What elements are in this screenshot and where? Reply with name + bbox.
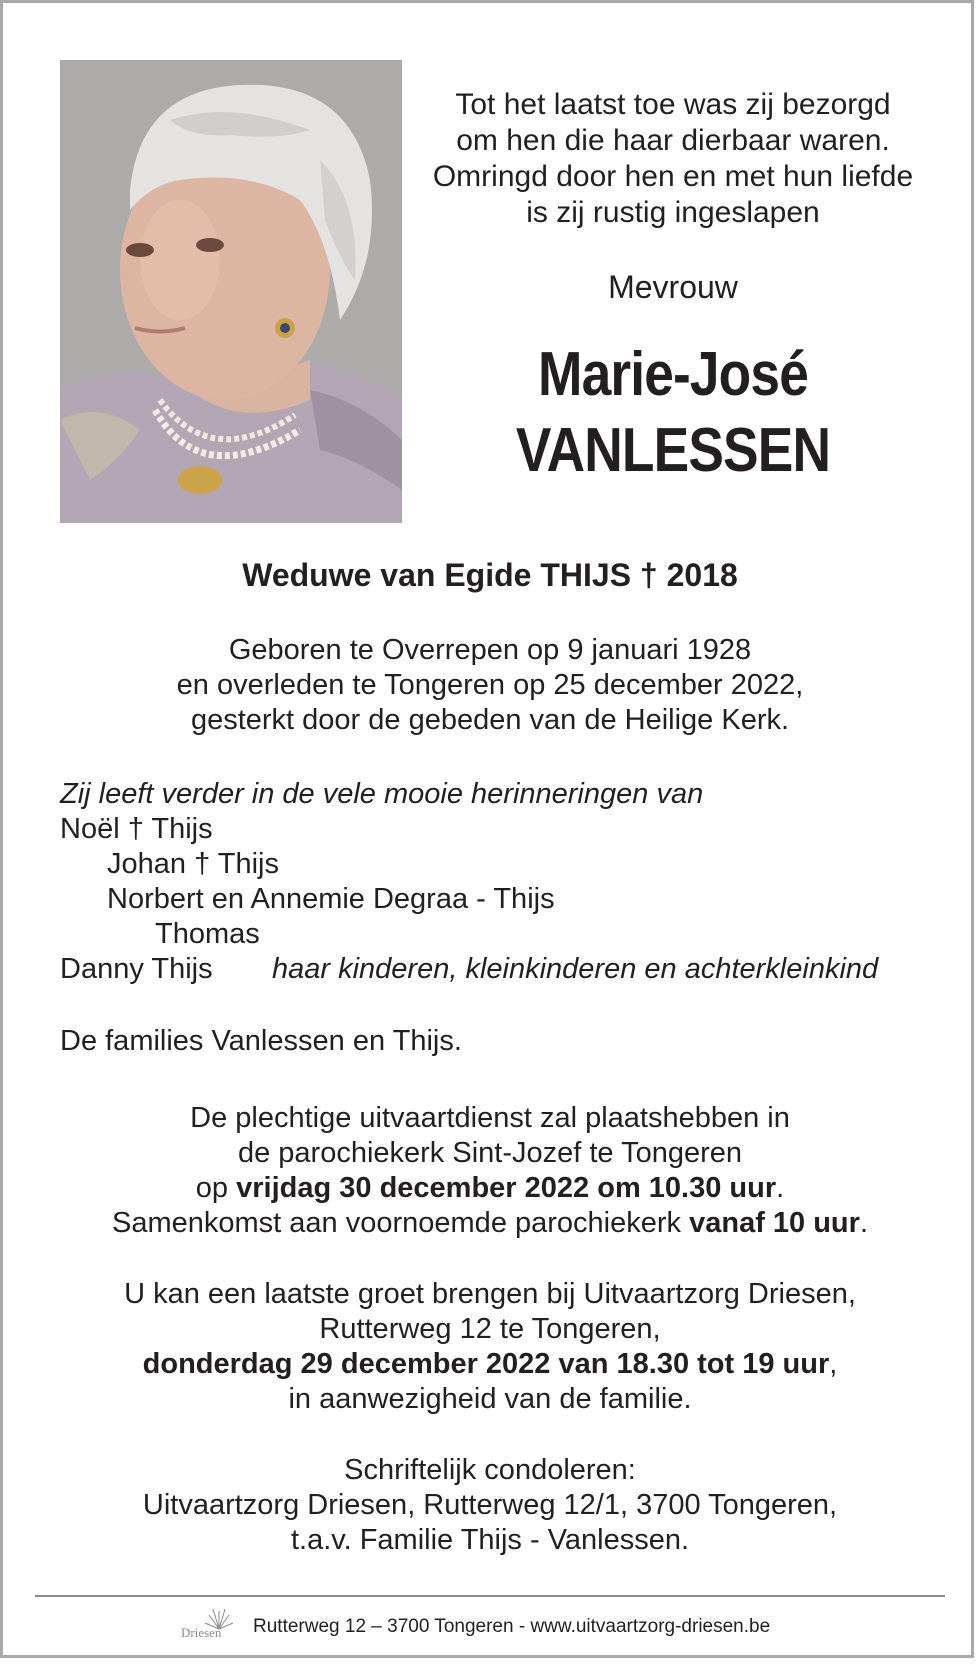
condolence-info bbox=[3, 1453, 977, 1558]
family-member: Johan † Thijs bbox=[107, 848, 279, 880]
visit-datetime-suffix: , bbox=[829, 1348, 838, 1380]
intro-line: is zij rustig ingeslapen bbox=[526, 196, 820, 229]
widow-line: Weduwe van Egide THIJS † 2018 bbox=[242, 557, 738, 593]
visit-datetime-bold: donderdag 29 december 2022 van 18.30 tot 19 uur bbox=[142, 1348, 830, 1380]
portrait-photo bbox=[60, 60, 402, 523]
driesen-logo-icon bbox=[179, 1605, 239, 1649]
footer-divider bbox=[35, 1595, 945, 1597]
visitation-info bbox=[3, 1277, 977, 1417]
service-datetime-bold: vrijdag 30 december 2022 om 10.30 uur bbox=[236, 1172, 777, 1204]
intro-line: Tot het laatst toe was zij bezorgd bbox=[455, 88, 891, 121]
gathering-line bbox=[3, 1206, 977, 1241]
visit-line: U kan een laatste groet brengen bij Uitvaartzorg Driesen, bbox=[124, 1278, 856, 1310]
family-list bbox=[60, 777, 940, 987]
gathering-time: vanaf 10 uur bbox=[689, 1207, 860, 1239]
visit-line: Rutterweg 12 te Tongeren, bbox=[319, 1313, 661, 1345]
footer bbox=[179, 1605, 770, 1649]
family-member: Norbert en Annemie Degraa - Thijs bbox=[107, 883, 555, 915]
family-row-last bbox=[60, 952, 940, 987]
deceased-name bbox=[441, 337, 905, 489]
death-line: en overleden te Tongeren op 25 december 2022, bbox=[176, 669, 804, 701]
service-datetime-suffix: . bbox=[776, 1172, 785, 1204]
service-datetime bbox=[3, 1171, 977, 1206]
logo-text: Driesen bbox=[181, 1625, 222, 1640]
birth-line: Geboren te Overrepen op 9 januari 1928 bbox=[228, 634, 752, 666]
birth-death-info bbox=[3, 633, 977, 738]
church-line: gesterkt door de gebeden van de Heilige Kerk. bbox=[190, 704, 790, 736]
family-relation: haar kinderen, kleinkinderen en achterkleinkind bbox=[272, 953, 879, 985]
service-line: De plechtige uitvaartdienst zal plaatshebben in bbox=[190, 1102, 790, 1134]
family-intro: Zij leeft verder in de vele mooie herinneringen van bbox=[60, 778, 704, 810]
visit-datetime bbox=[3, 1347, 977, 1382]
intro-line: om hen die haar dierbaar waren. bbox=[456, 124, 890, 157]
gathering-prefix: Samenkomst aan voornoemde parochiekerk bbox=[112, 1207, 690, 1239]
footer-address: Rutterweg 12 – 3700 Tongeren - www.uitvaartzorg-driesen.be bbox=[253, 1616, 771, 1637]
family-member: Thomas bbox=[155, 918, 260, 950]
salutation: Mevrouw bbox=[608, 269, 738, 305]
gathering-suffix: . bbox=[859, 1207, 868, 1239]
condolence-line: t.a.v. Familie Thijs - Vanlessen. bbox=[290, 1524, 690, 1556]
service-info bbox=[3, 1101, 977, 1241]
visit-line: in aanwezigheid van de familie. bbox=[288, 1383, 692, 1415]
last-name: VANLESSEN bbox=[515, 416, 831, 485]
intro-verse bbox=[403, 87, 943, 231]
condolence-line: Schriftelijk condoleren: bbox=[344, 1454, 636, 1486]
condolence-line: Uitvaartzorg Driesen, Rutterweg 12/1, 3700 Tongeren, bbox=[142, 1489, 838, 1521]
families-line: De families Vanlessen en Thijs. bbox=[60, 1025, 462, 1057]
intro-line: Omringd door hen en met hun liefde bbox=[432, 160, 914, 193]
service-line: de parochiekerk Sint-Jozef te Tongeren bbox=[237, 1137, 743, 1169]
portrait-illustration bbox=[60, 60, 402, 523]
family-member: Danny Thijs bbox=[60, 953, 213, 985]
service-datetime-prefix: op bbox=[195, 1172, 237, 1204]
first-name: Marie-José bbox=[538, 340, 808, 409]
family-member: Noël † Thijs bbox=[60, 813, 213, 845]
